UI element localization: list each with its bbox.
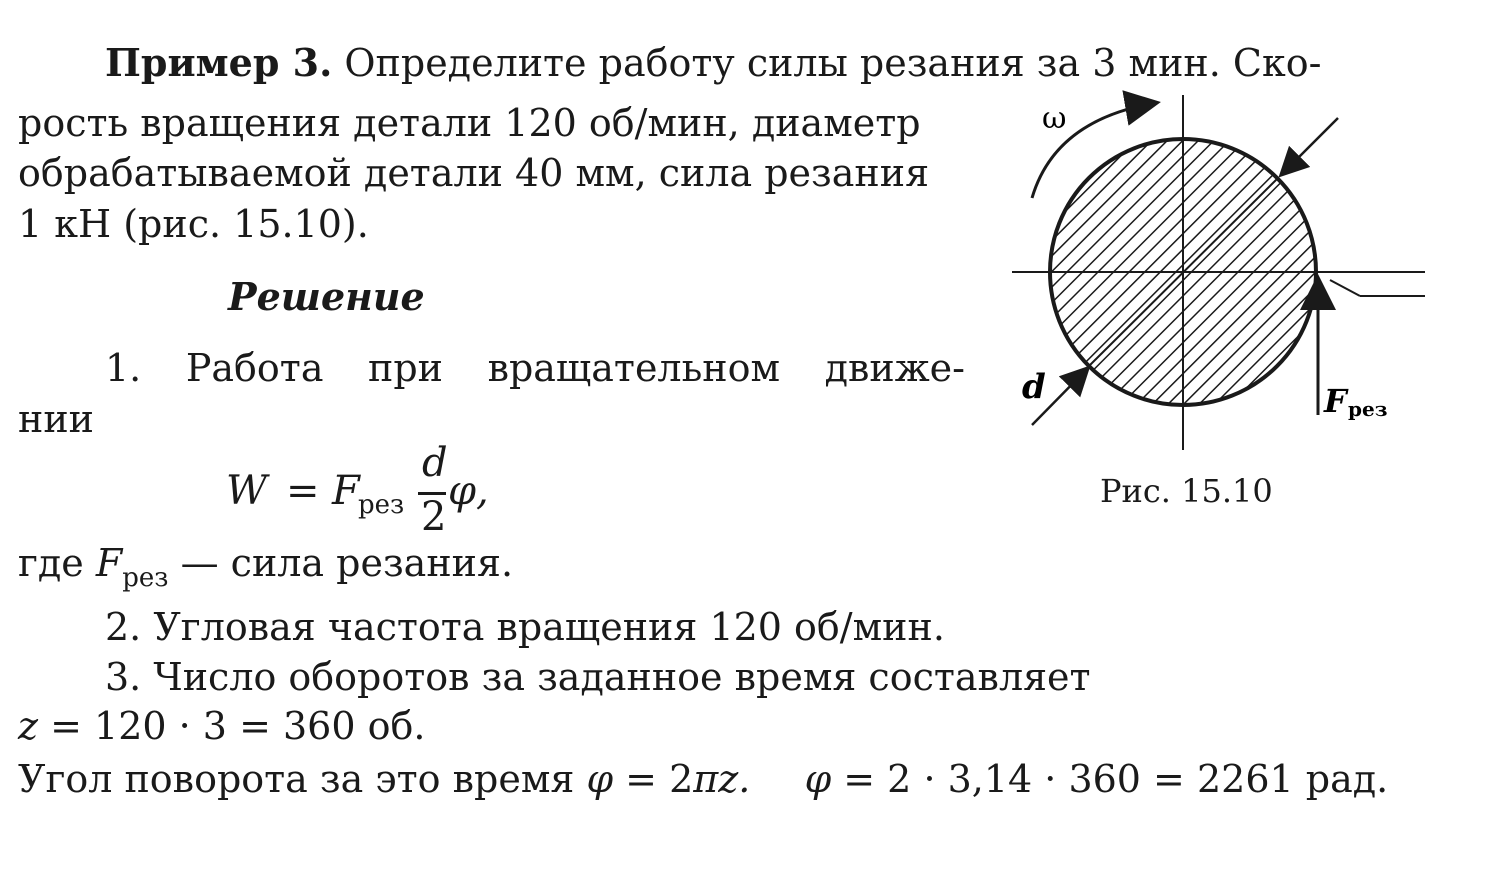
step1-word-1: 1.	[105, 346, 142, 390]
angle-phi2: φ	[804, 757, 832, 801]
angle-pre: Угол поворота за это время	[18, 757, 575, 801]
angle-line	[18, 756, 1388, 802]
formula-phi: φ,	[448, 468, 489, 514]
tool-line-2	[1330, 280, 1360, 296]
diameter-arrow-top	[1282, 118, 1338, 174]
force-label: F	[1324, 382, 1347, 420]
step1-cont: нии	[18, 397, 94, 441]
solution-heading: Решение	[228, 274, 425, 319]
where-post: — сила резания.	[180, 541, 514, 585]
force-label-sub: рез	[1348, 397, 1388, 421]
formula-den: 2	[421, 494, 447, 540]
angle-z: z.	[718, 757, 751, 801]
where-pre: где	[18, 541, 84, 585]
example-line-4	[18, 201, 369, 247]
d-label: d	[1022, 367, 1046, 407]
step3-line: 3. Число оборотов за заданное время составляет	[105, 655, 1091, 699]
example-label: Пример 3.	[105, 40, 333, 85]
example-text-3: обрабатываемой детали 40 мм, сила резания	[18, 151, 930, 195]
omega-label: ω	[1042, 101, 1067, 136]
z-rest: = 120 · 3 = 360 об.	[50, 704, 426, 748]
step1-word-5: движе-	[824, 346, 965, 390]
formula-F: F	[332, 468, 360, 514]
example-text-2-wrap	[18, 100, 966, 146]
where-line	[18, 540, 513, 591]
z-var: z	[18, 704, 39, 748]
angle-pi: π	[693, 757, 719, 801]
step2-line: 2. Угловая частота вращения 120 об/мин.	[105, 605, 945, 649]
angle-phi1: φ	[586, 757, 614, 801]
example-line-3	[18, 150, 929, 196]
formula-eq: =	[286, 468, 320, 514]
example-text-1: Определите работу силы резания за 3 мин. Ско-	[344, 41, 1322, 85]
step1-word-2: Работа	[185, 346, 324, 390]
where-F-sub: рез	[122, 563, 169, 593]
step1-word-4: вращательном	[487, 346, 781, 390]
angle-eq1: = 2	[625, 757, 694, 801]
example-line-2	[18, 100, 966, 146]
where-F: F	[95, 541, 123, 585]
example-text-4: 1 кН (рис. 15.10).	[18, 202, 369, 246]
figure-caption: Рис. 15.10	[1100, 472, 1273, 510]
step1-word-3: при	[368, 346, 444, 390]
figure-15-10	[1000, 80, 1440, 460]
formula-num: d	[422, 440, 448, 486]
z-line	[18, 703, 425, 749]
formula-F-sub: рез	[358, 490, 405, 520]
example-text-2: рость вращения детали 120 об/мин, диаметр	[18, 101, 921, 145]
formula-W: W	[226, 468, 268, 514]
angle-rest: = 2 · 3,14 · 360 = 2261 рад.	[843, 757, 1389, 801]
step1-line	[105, 345, 965, 391]
